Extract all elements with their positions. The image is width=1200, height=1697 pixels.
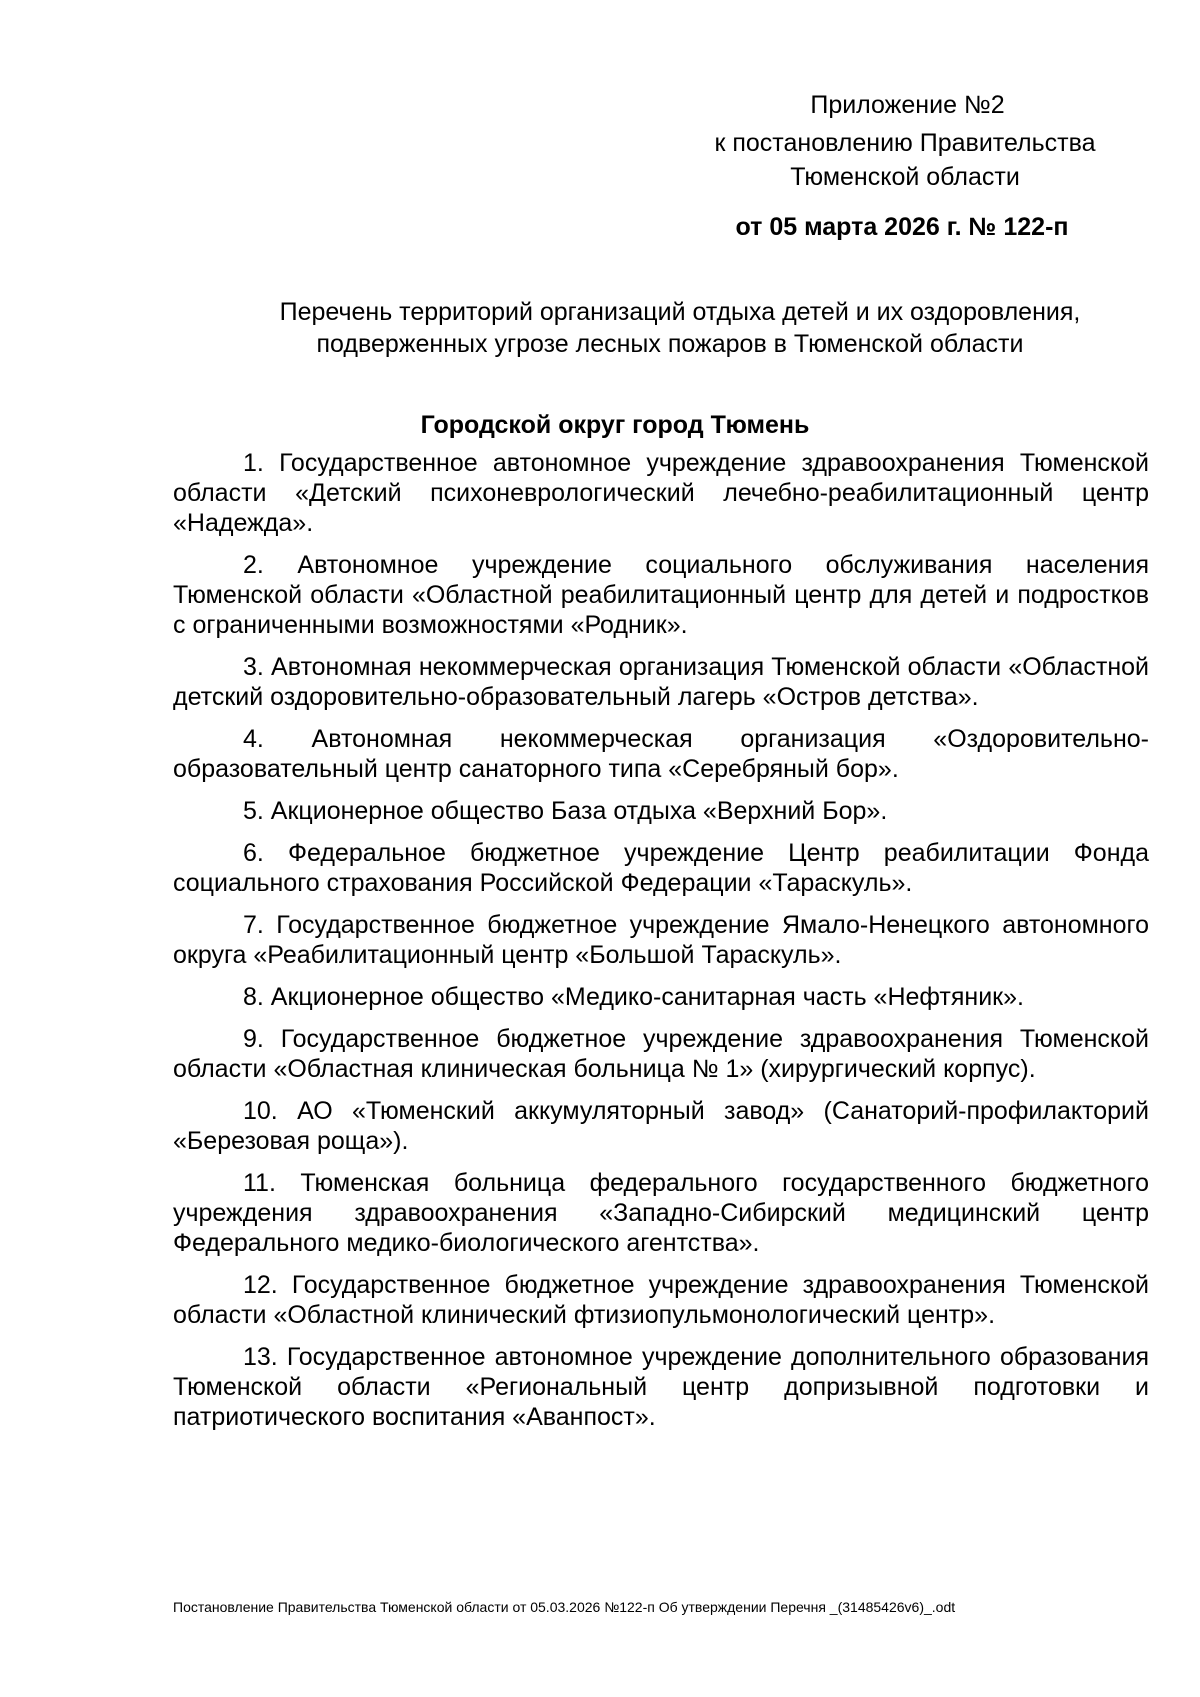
- organization-list: [173, 448, 1149, 1444]
- document-title: [250, 296, 1130, 360]
- list-item: 8. Акционерное общество «Медико-санитарная часть «Нефтяник».: [243, 983, 1024, 1011]
- list-item: 9. Государственное бюджетное учреждение здравоохранения Тюменской области «Областная клиническая больница № 1» (хирургический корпус).: [173, 1025, 1149, 1083]
- appendix-region: Тюменской области: [790, 163, 1020, 191]
- section-heading: Городской округ город Тюмень: [420, 411, 810, 439]
- list-item: 10. АО «Тюменский аккумуляторный завод» (Санаторий-профилакторий «Березовая роща»).: [173, 1097, 1149, 1155]
- document-title-line-2: подверженных угрозе лесных пожаров в Тюменской области: [316, 330, 1024, 358]
- list-item: 1. Государственное автономное учреждение здравоохранения Тюменской области «Детский психоневрологический лечебно-реабилитационный центр «Надежда».: [173, 449, 1149, 537]
- list-item: 4. Автономная некоммерческая организация «Оздоровительно-образовательный центр санаторного типа «Серебряный бор».: [173, 725, 1149, 783]
- appendix-block: [690, 88, 1120, 244]
- list-item: 12. Государственное бюджетное учреждение здравоохранения Тюменской области «Областной клинический фтизиопульмонологический центр».: [173, 1271, 1149, 1329]
- page-footer: Постановление Правительства Тюменской области от 05.03.2026 №122-п Об утверждении Перечня _(31485426v6)_.odt: [173, 1599, 956, 1615]
- appendix-decree-reference: к постановлению Правительства: [714, 129, 1096, 157]
- list-item: 6. Федеральное бюджетное учреждение Центр реабилитации Фонда социального страхования Российской Федерации «Тараскуль».: [173, 839, 1149, 897]
- list-item: 3. Автономная некоммерческая организация Тюменской области «Областной детский оздоровительно-образовательный лагерь «Остров детства».: [173, 653, 1149, 711]
- appendix-number: Приложение №2: [810, 91, 1005, 119]
- list-item: 5. Акционерное общество База отдыха «Верхний Бор».: [243, 797, 888, 825]
- appendix-date-number: от 05 марта 2026 г. № 122-п: [735, 213, 1069, 241]
- list-item: 2. Автономное учреждение социального обслуживания населения Тюменской области «Областной реабилитационный центр для детей и подростков с ограниченными возможностями «Родник».: [173, 551, 1149, 639]
- list-item: 13. Государственное автономное учреждение дополнительного образования Тюменской области «Региональный центр допризывной подготовки и патриотического воспитания «Аванпост».: [173, 1343, 1149, 1431]
- document-title-line-1: Перечень территорий организаций отдыха детей и их оздоровления,: [279, 298, 1081, 326]
- list-item: 11. Тюменская больница федерального государственного бюджетного учреждения здравоохранения «Западно-Сибирский медицинский центр Федерального медико-биологического агентства».: [173, 1169, 1149, 1257]
- list-item: 7. Государственное бюджетное учреждение Ямало-Ненецкого автономного округа «Реабилитационный центр «Большой Тараскуль».: [173, 911, 1149, 969]
